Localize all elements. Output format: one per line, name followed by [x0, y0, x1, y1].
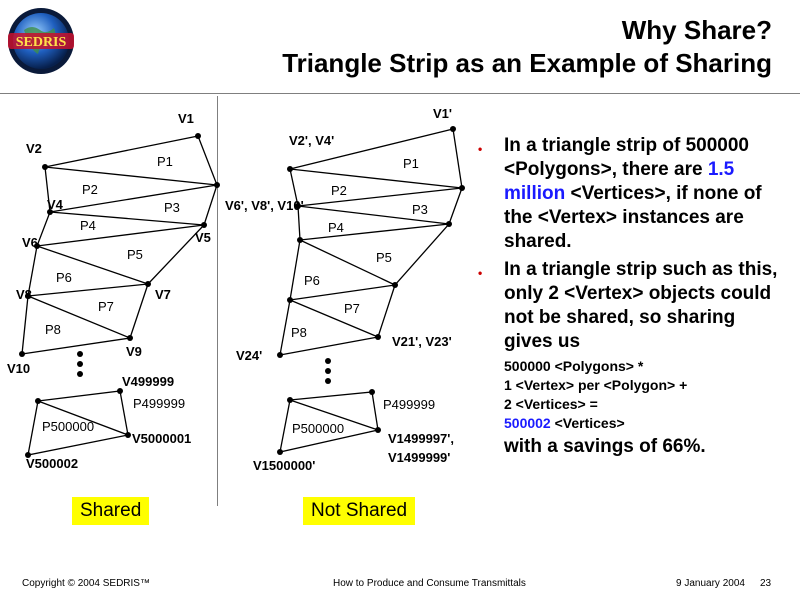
polygon-label: P3 — [164, 200, 180, 215]
formula-line — [504, 414, 778, 433]
formula-line: 1 <Vertex> per <Polygon> + — [504, 377, 688, 393]
footer-copyright: Copyright © 2004 SEDRIS™ — [22, 578, 150, 589]
polygon-label: P1 — [403, 156, 419, 171]
logo-text: SEDRIS — [15, 35, 67, 50]
bullet-marker-icon: • — [478, 142, 483, 156]
vertex-label: V1' — [433, 106, 452, 121]
vertex-label: V10 — [7, 361, 31, 376]
savings-text: with a savings of 66%. — [504, 436, 706, 457]
polygon-label: P2 — [82, 182, 98, 197]
polygon-label: P7 — [344, 301, 360, 316]
continuation-dots — [325, 358, 331, 384]
vertex-label: V24' — [236, 348, 263, 363]
formula-unit: <Vertices> — [550, 415, 625, 431]
polygon-label: P5 — [127, 247, 143, 262]
bullet-list — [478, 134, 778, 463]
vertex-label: V499999 — [122, 374, 175, 389]
title-line-2: Triangle Strip as an Example of Sharing — [282, 48, 772, 78]
formula-line: 500000 <Polygons> * — [504, 358, 644, 374]
polygon-label: P3 — [412, 202, 428, 217]
bullet-2-text: In a triangle strip such as this, only 2 <Vertex> objects could not be shared, so sharing gives us — [504, 259, 778, 352]
polygon-label: P8 — [291, 325, 307, 340]
bullet-item — [478, 258, 778, 459]
vertex-label: V5 — [195, 230, 211, 245]
polygon-label: P500000 — [42, 419, 95, 434]
vertex-label: V4 — [47, 197, 63, 212]
bullet-1-text-end: <Vertices>, if none of the <Vertex> instances are shared. — [504, 183, 762, 252]
slide-title — [282, 14, 772, 80]
vertex-label: V5000001 — [132, 431, 192, 446]
shared-caption: Shared — [72, 497, 149, 525]
footer-title: How to Produce and Consume Transmittals — [333, 578, 526, 589]
not-shared-caption: Not Shared — [303, 497, 415, 525]
bullet-1-text-start: In a triangle strip of 500000 <Polygons>, there are — [504, 135, 749, 180]
bullet-marker-icon: • — [478, 266, 483, 280]
vertex-label: V7 — [155, 287, 171, 302]
page-number: 23 — [760, 578, 772, 589]
vertex-label: V500002 — [26, 456, 79, 471]
polygon-label: P1 — [157, 154, 173, 169]
vertex-label: V1499999' — [388, 450, 451, 465]
footer-date: 9 January 2004 — [676, 578, 745, 589]
vertex-label: V6', V8', V10' — [225, 198, 304, 213]
shared-strip — [7, 111, 220, 471]
polygon-label: P4 — [328, 220, 344, 235]
bullet-1-highlight: 1.5 million — [504, 159, 735, 204]
polygon-label: P6 — [56, 270, 72, 285]
formula-line: 2 <Vertices> = — [504, 396, 598, 412]
title-line-1: Why Share? — [621, 15, 772, 45]
polygon-label: P5 — [376, 250, 392, 265]
bullet-item — [478, 134, 778, 254]
vertex-label: V1 — [178, 111, 194, 126]
polygon-label: P2 — [331, 183, 347, 198]
vertex-label: V6 — [22, 235, 38, 250]
polygon-label: P500000 — [292, 421, 345, 436]
formula-result: 500002 — [504, 415, 551, 431]
title-rule — [0, 93, 800, 94]
vertex-label: V2 — [26, 141, 42, 156]
vertex-label: V2', V4' — [289, 133, 335, 148]
polygon-label: P499999 — [133, 396, 186, 411]
polygon-label: P499999 — [383, 397, 436, 412]
polygon-label: P8 — [45, 322, 61, 337]
vertex-label: V21', V23' — [392, 334, 452, 349]
vertex-label: V9 — [126, 344, 142, 359]
polygon-label: P6 — [304, 273, 320, 288]
polygon-label: P4 — [80, 218, 96, 233]
vertex-label: V1499997', — [388, 431, 454, 446]
triangle-strip-diagrams — [0, 95, 478, 495]
sedris-logo — [6, 4, 76, 78]
vertex-label: V1500000' — [253, 458, 316, 473]
continuation-dots — [77, 351, 83, 377]
not-shared-strip — [225, 106, 465, 473]
polygon-label: P7 — [98, 299, 114, 314]
vertex-label: V8 — [16, 287, 32, 302]
